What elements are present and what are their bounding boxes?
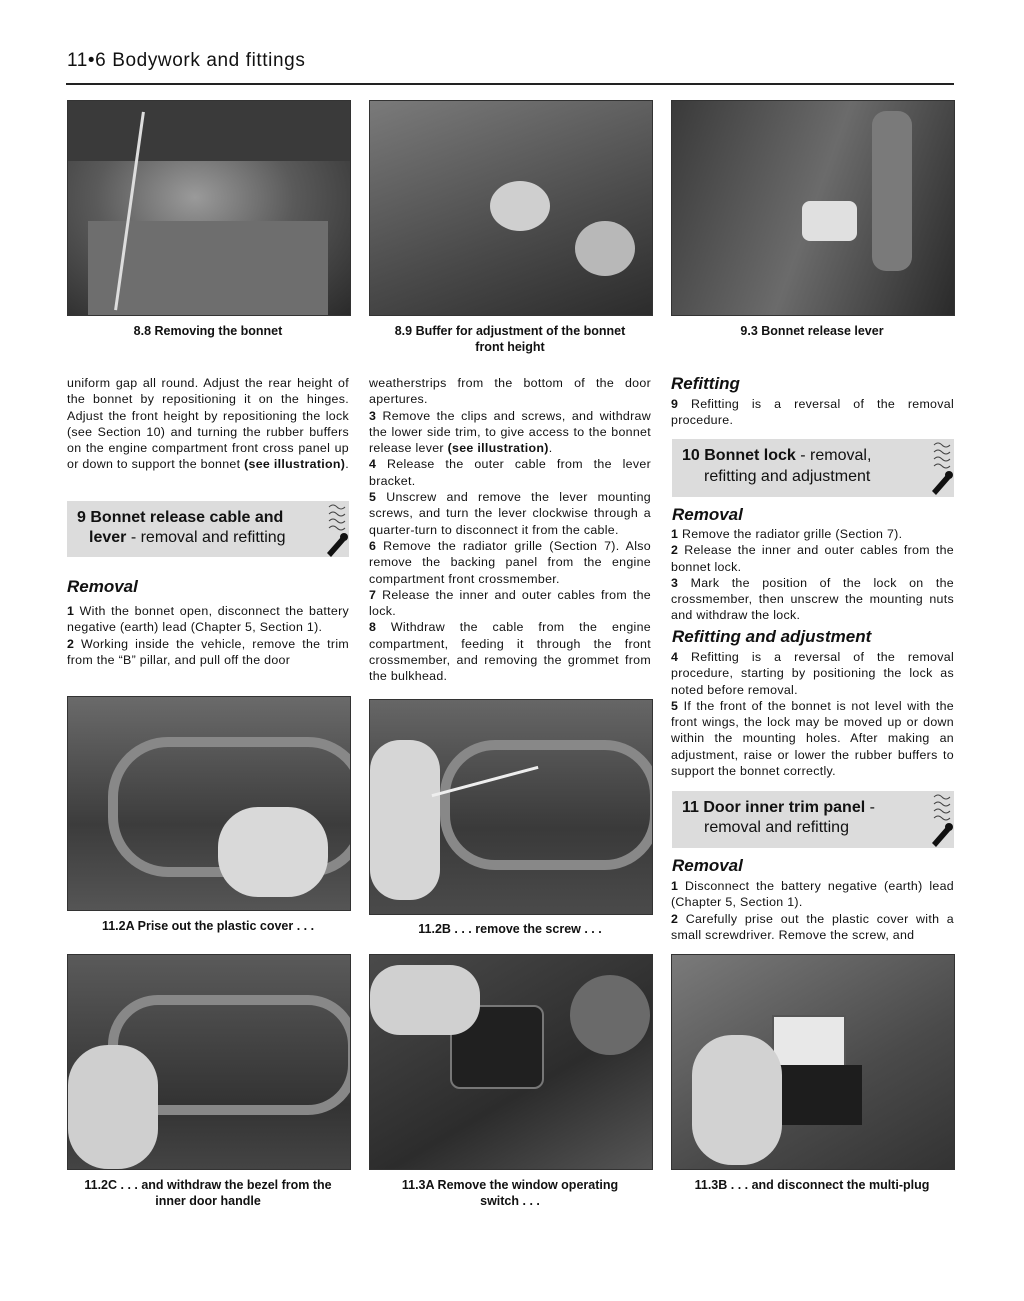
- col1-removal-heading: Removal: [67, 577, 138, 596]
- photo-withdraw-bezel: [67, 954, 351, 1170]
- caption-11-3b: 11.3B . . . and disconnect the multi-plug: [694, 1178, 930, 1192]
- caption-11-2a: 11.2A Prise out the plastic cover . . .: [101, 919, 315, 933]
- section-9-heading: 9 Bonnet release cable and lever - removal and refitting: [67, 501, 349, 557]
- photo-prise-cover: [67, 696, 351, 911]
- col3-p9: 9 Refitting is a reversal of the removal procedure.: [671, 397, 954, 428]
- col3-removal-steps: 1 Remove the radiator grille (Section 7). 2 Release the inner and outer cables from the bonnet lock. 3 Mark the position of the lock on the crossmember, then unscrew the mounting nuts and withdraw the lock.: [671, 527, 954, 623]
- photo-removing-bonnet: [67, 100, 351, 316]
- col3-removal2-heading: Removal: [672, 856, 743, 875]
- col1-intro: uniform gap all round. Adjust the rear height of the bonnet by repositioning it on the hinges. Adjust the front height by repositioning the lock (see Section 10) and turning the rubber buffers on the engine compartment front cross panel up or down to support the bonnet (see illustration).: [67, 376, 349, 472]
- section-11-heading: 11 Door inner trim panel - removal and refitting: [672, 791, 954, 848]
- caption-11-3a-line1: 11.3A Remove the window operating: [401, 1178, 619, 1192]
- caption-11-2c: [67, 1177, 349, 1209]
- photo-window-switch: [369, 954, 653, 1170]
- caption-11-2c-line2: inner door handle: [155, 1194, 261, 1208]
- section-10-heading: 10 Bonnet lock - removal, refitting and adjustment: [672, 439, 954, 497]
- caption-8-9: [369, 323, 651, 355]
- caption-8-8: 8.8 Removing the bonnet: [133, 324, 283, 338]
- caption-11-2c-line1: 11.2C . . . and withdraw the bezel from the: [84, 1178, 332, 1192]
- caption-9-3: 9.3 Bonnet release lever: [740, 324, 884, 338]
- caption-11-2b: 11.2B . . . remove the screw . . .: [418, 922, 602, 936]
- col3-refit-adjust-heading: Refitting and adjustment: [672, 627, 872, 646]
- col2-text: weatherstrips from the bottom of the door apertures. 3 Remove the clips and screws, and withdraw the lower side trim, to give access to the bonnet release lever (see illustration). 4 Release the outer cable from the lever bracket. 5 Unscrew and remove the lever mounting screws, and turn the lever clockwise through a quarter-turn to disconnect it from the cable. 6 Remove the radiator grille (Section 7). Also remove the backing panel from the engine compartment front crossmember. 7 Release the inner and outer cables from the lock. 8 Withdraw the cable from the engine compartment, feeding it through the front crossmember, and removing the grommet from the bulkhead.: [369, 376, 651, 684]
- col3-refitting-heading: Refitting: [671, 374, 740, 393]
- photo-multi-plug: [671, 954, 955, 1170]
- col1-steps: 1 With the bonnet open, disconnect the battery negative (earth) lead (Chapter 5, Section 1). 2 Working inside the vehicle, remove the trim from the “B” pillar, and pull off the door: [67, 604, 349, 667]
- col3-section11-steps: 1 Disconnect the battery negative (earth) lead (Chapter 5, Section 1). 2 Carefully prise out the plastic cover with a small screwdriver. Remove the screw, and: [671, 879, 954, 942]
- difficulty-icon: [323, 501, 349, 559]
- caption-8-9-line1: 8.9 Buffer for adjustment of the bonnet: [394, 324, 626, 338]
- col3-removal-heading: Removal: [672, 505, 743, 524]
- photo-release-lever: [671, 100, 955, 316]
- caption-8-9-line2: front height: [475, 340, 545, 354]
- photo-remove-screw: [369, 699, 653, 915]
- difficulty-icon: [928, 439, 954, 497]
- caption-11-3a: [369, 1177, 651, 1209]
- page-header: 11•6 Bodywork and fittings: [67, 50, 306, 71]
- caption-11-3a-line2: switch . . .: [480, 1194, 540, 1208]
- header-rule: [66, 83, 954, 85]
- photo-bonnet-buffer: [369, 100, 653, 316]
- col3-refit-steps: 4 Refitting is a reversal of the removal procedure, starting by positioning the lock as noted before removal. 5 If the front of the bonnet is not level with the front wings, the lock may be moved up or down within the mounting holes. After making an adjustment, raise or lower the rubber buffers to support the bonnet correctly.: [671, 650, 954, 779]
- difficulty-icon: [928, 791, 954, 849]
